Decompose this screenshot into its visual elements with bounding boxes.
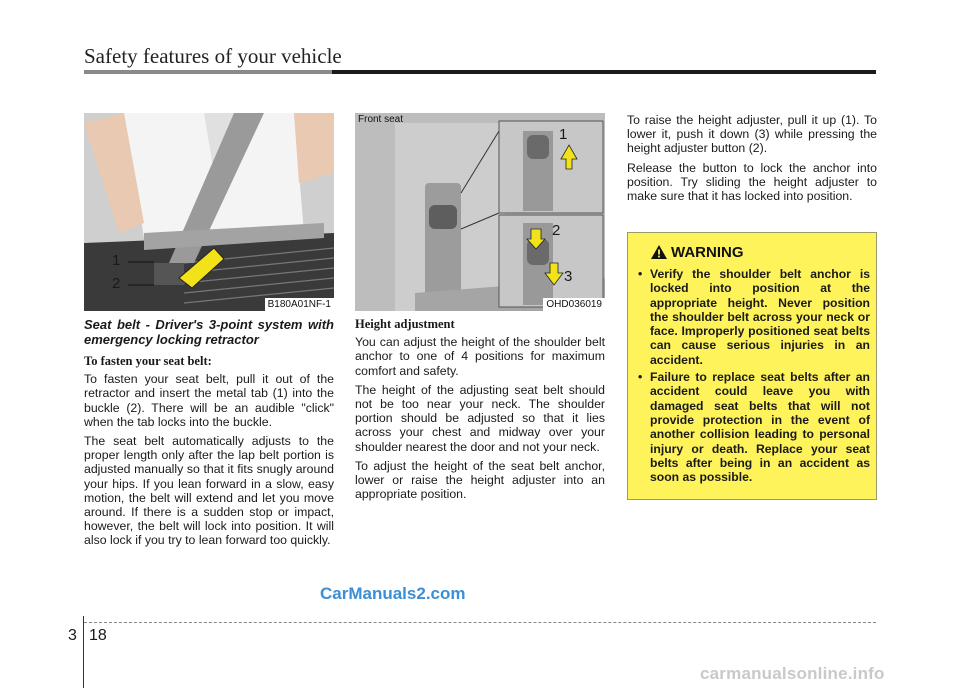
section-heading: Seat belt - Driver's 3-point system with emergency locking retractor	[84, 317, 334, 347]
page-header-title: Safety features of your vehicle	[84, 44, 342, 68]
footer-divider	[83, 616, 84, 688]
seat-belt-fastening-figure	[84, 113, 334, 311]
callout-3: 3	[564, 268, 573, 285]
warning-item: • Failure to replace seat belts after an accident could leave you with damaged seat belts that will not provide protection in the event of another collision leading to personal injury or death. Replace your seat belts after being in an accident as soon as possible.	[638, 370, 870, 484]
height-adjuster-figure	[355, 113, 605, 311]
page-number: 18	[89, 627, 107, 644]
callout-1: 1	[112, 252, 121, 269]
warning-box	[627, 232, 877, 500]
callout-1: 1	[559, 126, 568, 143]
section-heading: Height adjustment	[355, 317, 455, 331]
chapter-number: 3	[68, 627, 77, 644]
figure-label: B180A01NF-1	[265, 298, 334, 311]
warning-title: WARNING	[671, 244, 744, 261]
paragraph: The height of the adjusting seat belt should not be too near your neck. The shoulder portion should be adjusted so that it lies across your chest and midway over your shoulder nearest the door and not your neck.	[355, 382, 605, 454]
right-column	[627, 113, 877, 208]
left-column	[84, 317, 334, 553]
warning-triangle-icon	[650, 244, 668, 260]
site-watermark: carmanualsonline.info	[700, 664, 885, 683]
watermark: CarManuals2.com	[320, 584, 466, 603]
seat-belt-fastening-illustration	[84, 113, 334, 311]
callout-2: 2	[552, 222, 561, 239]
paragraph: To adjust the height of the seat belt anchor, lower or raise the height adjuster into an appropriate position.	[355, 458, 605, 502]
figure-label: OHD036019	[543, 298, 605, 311]
warning-item: • Verify the shoulder belt anchor is locked into position at the appropriate height. Never position the shoulder belt across your neck or face. Improperly positioned seat belts can cause serious injuries in an accident.	[638, 267, 870, 367]
warning-list	[638, 267, 870, 487]
paragraph: You can adjust the height of the shoulder belt anchor to one of 4 positions for maximum comfort and safety.	[355, 335, 605, 378]
paragraph: To fasten your seat belt, pull it out of the retractor and insert the metal tab (1) into the buckle (2). There will be an audible "click" when the tab locks into the buckle.	[84, 372, 334, 429]
middle-column	[355, 317, 605, 506]
footer-rule	[84, 622, 876, 624]
header-rule-accent	[84, 70, 332, 74]
paragraph: The seat belt automatically adjusts to the proper length only after the lap belt portion is adjusted manually so that it fits snugly around your hips. If you lean forward in a slow, easy motion, the belt will extend and let you move around. If there is a sudden stop or impact, however, the belt will lock into position. It will also lock if you try to lean forward too quickly.	[84, 434, 334, 548]
paragraph: Release the button to lock the anchor into position. Try sliding the height adjuster to make sure that it has locked into position.	[627, 160, 877, 204]
sub-heading: To fasten your seat belt:	[84, 354, 212, 368]
callout-2: 2	[112, 275, 121, 292]
paragraph: To raise the height adjuster, pull it up (1). To lower it, push it down (3) while pressing the height adjuster button (2).	[627, 113, 877, 156]
figure-caption: Front seat	[358, 114, 404, 125]
